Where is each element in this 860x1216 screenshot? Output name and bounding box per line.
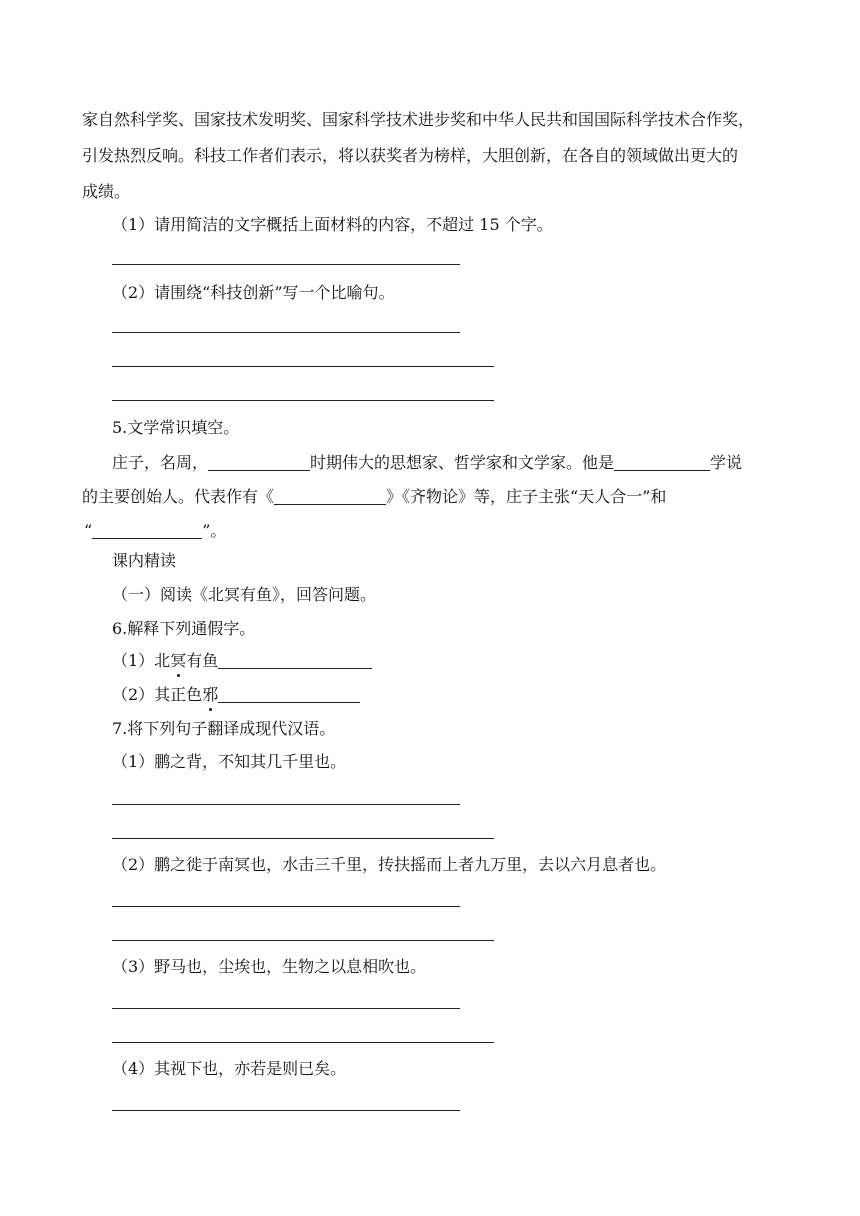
emphasized-char: 邪 [202, 685, 219, 704]
fill-blank-era[interactable] [208, 454, 310, 471]
answer-line[interactable] [112, 1110, 460, 1111]
q7-title: 7.将下列句子翻译成现代汉语。 [112, 719, 336, 738]
q5-text: 庄子，名周， [112, 453, 209, 472]
passage-line-1: 家自然科学奖、国家技术发明奖、国家科学技术进步奖和中华人民共和国国际科学技术合作奖， [82, 110, 755, 129]
answer-line[interactable] [112, 906, 460, 907]
section-heading: 课内精读 [112, 551, 177, 570]
q5-text: 时期伟大的思想家、哲学家和文学家。他是 [310, 453, 615, 472]
fill-blank-xie[interactable] [218, 686, 360, 703]
q5-text: “ [84, 521, 93, 540]
q5-text: ”。 [202, 521, 227, 540]
q5-title: 5.文学常识填空。 [112, 418, 240, 437]
answer-line[interactable] [112, 804, 460, 805]
answer-line[interactable] [112, 1008, 460, 1009]
passage-line-3: 成绩。 [82, 182, 131, 201]
q5-text: 》《齐物论》等，庄子主张“天人合一”和 [386, 487, 667, 506]
answer-line[interactable] [112, 940, 494, 941]
fill-blank-concept[interactable] [92, 522, 202, 539]
q4-sub2-prompt: （2）请围绕“科技创新”写一个比喻句。 [112, 283, 395, 302]
fill-blank-school[interactable] [614, 454, 710, 471]
q5-text: 的主要创始人。代表作有《 [82, 487, 275, 506]
q6-text: （1）北 [112, 651, 171, 670]
q5-paragraph-line-1 [112, 453, 742, 473]
answer-line[interactable] [112, 838, 494, 839]
q5-text: 学说 [710, 453, 743, 472]
q5-paragraph-line-3 [84, 521, 226, 541]
answer-line[interactable] [112, 332, 460, 333]
q6-item-1 [112, 651, 372, 671]
passage-line-2: 引发热烈反响。科技工作者们表示，将以获奖者为榜样，大胆创新，在各自的领域做出更大的 [82, 146, 739, 165]
emphasized-char: 冥 [170, 651, 187, 670]
answer-line[interactable] [112, 1042, 494, 1043]
fill-blank-work[interactable] [274, 488, 386, 505]
section-subheading: （一）阅读《北冥有鱼》，回答问题。 [112, 585, 377, 604]
q6-item-2 [112, 685, 360, 705]
q7-sentence-2: （2）鹏之徙于南冥也，水击三千里，抟扶摇而上者九万里，去以六月息者也。 [112, 855, 667, 874]
q7-sentence-3: （3）野马也，尘埃也，生物之以息相吹也。 [112, 957, 427, 976]
q6-title: 6.解释下列通假字。 [112, 619, 256, 638]
q6-text: 有鱼 [186, 651, 219, 670]
q7-sentence-1: （1）鹏之背，不知其几千里也。 [112, 752, 347, 771]
q7-sentence-4: （4）其视下也，亦若是则已矣。 [112, 1059, 347, 1078]
fill-blank-ming[interactable] [218, 652, 372, 669]
q5-paragraph-line-2 [82, 487, 666, 507]
answer-line[interactable] [112, 400, 494, 401]
answer-line[interactable] [112, 264, 460, 265]
q6-text: （2）其正色 [112, 685, 203, 704]
answer-line[interactable] [112, 366, 494, 367]
q4-sub1-prompt: （1）请用简洁的文字概括上面材料的内容，不超过 15 个字。 [112, 215, 553, 234]
